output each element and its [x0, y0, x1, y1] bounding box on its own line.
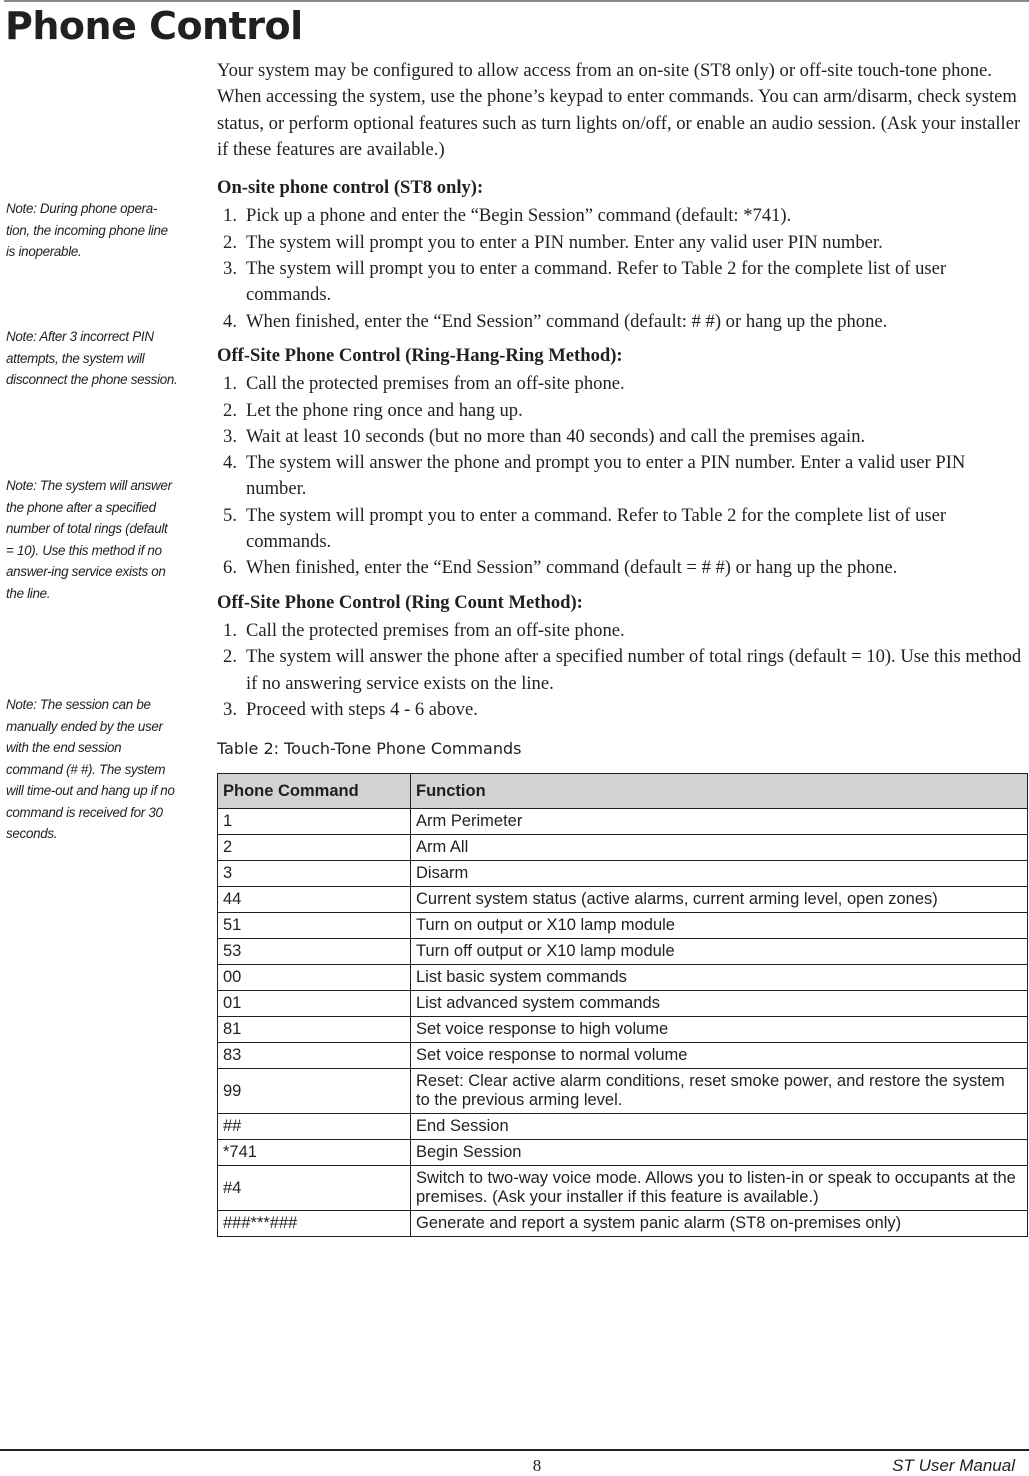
command-cell: *741: [218, 1140, 411, 1166]
command-cell: 3: [218, 861, 411, 887]
section-onsite: [217, 175, 1027, 335]
command-cell: 2: [218, 835, 411, 861]
table-row: [218, 913, 1028, 939]
function-cell: Generate and report a system panic alarm (ST8 on-premises only): [411, 1211, 1028, 1237]
table-row: [218, 1043, 1028, 1069]
manual-name: ST User Manual: [892, 1456, 1015, 1475]
side-note-pin-attempts: Note: After 3 incorrect PIN attempts, the system will disconnect the phone session.: [6, 329, 178, 387]
table-row: [218, 1069, 1028, 1114]
steps-list: [217, 371, 1027, 581]
list-item: 3. The system will prompt you to enter a command. Refer to Table 2 for the complete list of user commands.: [223, 258, 947, 306]
table-row: [218, 861, 1028, 887]
table-row: [218, 887, 1028, 913]
section-ring-hang-ring: [217, 343, 1027, 582]
table-row: [218, 1114, 1028, 1140]
command-cell: 53: [218, 939, 411, 965]
section-heading: Off-Site Phone Control (Ring Count Method):: [217, 591, 583, 613]
intro-paragraph: Your system may be configured to allow access from an on-site (ST8 only) or off-site touch-tone phone. When accessing the system, use the phone’s keypad to enter commands. You can arm/disarm, check system status, or perform optional features such as turn lights on/off, or enable an audio session. (Ask your installer if these features are available.): [217, 60, 1021, 160]
command-cell: 44: [218, 887, 411, 913]
table-caption: Table 2: Touch-Tone Phone Commands: [217, 739, 522, 759]
list-item: 2. Let the phone ring once and hang up.: [223, 399, 523, 421]
side-note-ring-count: Note: The system will answer the phone after a specified number of total rings (default = 10). Use this method if no answer-ing service exists on the line.: [6, 478, 172, 601]
list-item: 2. The system will answer the phone after a specified number of total rings (default = 10). Use this method if no answering service exists on the line.: [223, 646, 1022, 694]
function-cell: Current system status (active alarms, current arming level, open zones): [411, 887, 1028, 913]
list-item: 5. The system will prompt you to enter a command. Refer to Table 2 for the complete list of user commands.: [223, 504, 947, 553]
section-heading: Off-Site Phone Control (Ring-Hang-Ring Method):: [217, 344, 623, 366]
footer-rule: [0, 1449, 1029, 1451]
command-cell: 81: [218, 1017, 411, 1043]
top-rule: [4, 0, 1029, 2]
list-item: 1. Call the protected premises from an off-site phone.: [223, 619, 625, 641]
command-cell: 99: [218, 1069, 411, 1114]
commands-table: [217, 773, 1028, 1237]
list-item: 6. When finished, enter the “End Session” command (default = # #) or hang up the phone.: [223, 557, 898, 579]
table-row: [218, 1017, 1028, 1043]
table-row: [218, 1211, 1028, 1237]
table-row: [218, 1166, 1028, 1211]
column-header-function: Function: [411, 774, 1028, 809]
command-cell: #4: [218, 1166, 411, 1211]
function-cell: Arm All: [411, 835, 1028, 861]
table-row: [218, 965, 1028, 991]
main-content: [217, 58, 1027, 1237]
function-cell: Begin Session: [411, 1140, 1028, 1166]
table-row: [218, 1140, 1028, 1166]
function-cell: Turn off output or X10 lamp module: [411, 939, 1028, 965]
function-cell: List basic system commands: [411, 965, 1028, 991]
column-header-command: Phone Command: [218, 774, 411, 809]
table-row: [218, 939, 1028, 965]
side-note-phone-operation: Note: During phone opera-tion, the incoming phone line is inoperable.: [6, 201, 168, 259]
table-body: [218, 809, 1028, 1237]
table-row: [218, 991, 1028, 1017]
page-number: 8: [532, 1456, 542, 1475]
command-cell: 01: [218, 991, 411, 1017]
list-item: 3. Proceed with steps 4 - 6 above.: [223, 698, 478, 720]
function-cell: Turn on output or X10 lamp module: [411, 913, 1028, 939]
list-item: 1. Pick up a phone and enter the “Begin Session” command (default: *741).: [223, 205, 792, 227]
list-item: 4. The system will answer the phone and prompt you to enter a PIN number. Enter a valid user PIN number.: [223, 452, 966, 500]
side-note-session-end: Note: The session can be manually ended by the user with the end session command (# #). The system will time-out and hang up if no command is received for 30 seconds.: [6, 697, 175, 841]
command-cell: 51: [218, 913, 411, 939]
list-item: 1. Call the protected premises from an off-site phone.: [223, 373, 625, 395]
function-cell: Set voice response to high volume: [411, 1017, 1028, 1043]
command-cell: 00: [218, 965, 411, 991]
command-cell: 1: [218, 809, 411, 835]
function-cell: List advanced system commands: [411, 991, 1028, 1017]
function-cell: End Session: [411, 1114, 1028, 1140]
command-cell: 83: [218, 1043, 411, 1069]
list-item: 2. The system will prompt you to enter a PIN number. Enter any valid user PIN number.: [223, 231, 883, 253]
function-cell: Switch to two-way voice mode. Allows you to listen-in or speak to occupants at the premises. (Ask your installer if this feature is available.): [411, 1166, 1028, 1211]
steps-list: [217, 618, 1027, 723]
table-header-row: [218, 774, 1028, 809]
list-item: 4. When finished, enter the “End Session” command (default: # #) or hang up the phone.: [223, 310, 888, 332]
command-cell: ##: [218, 1114, 411, 1140]
function-cell: Reset: Clear active alarm conditions, reset smoke power, and restore the system to the previous arming level.: [411, 1069, 1028, 1114]
table-row: [218, 835, 1028, 861]
function-cell: Set voice response to normal volume: [411, 1043, 1028, 1069]
section-heading: On-site phone control (ST8 only):: [217, 177, 484, 199]
section-ring-count: [217, 590, 1027, 723]
function-cell: Arm Perimeter: [411, 809, 1028, 835]
steps-list: [217, 203, 1027, 334]
page-title: Phone Control: [5, 4, 303, 48]
list-item: 3. Wait at least 10 seconds (but no more than 40 seconds) and call the premises again.: [223, 425, 866, 447]
command-cell: ###***###: [218, 1211, 411, 1237]
table-row: [218, 809, 1028, 835]
function-cell: Disarm: [411, 861, 1028, 887]
